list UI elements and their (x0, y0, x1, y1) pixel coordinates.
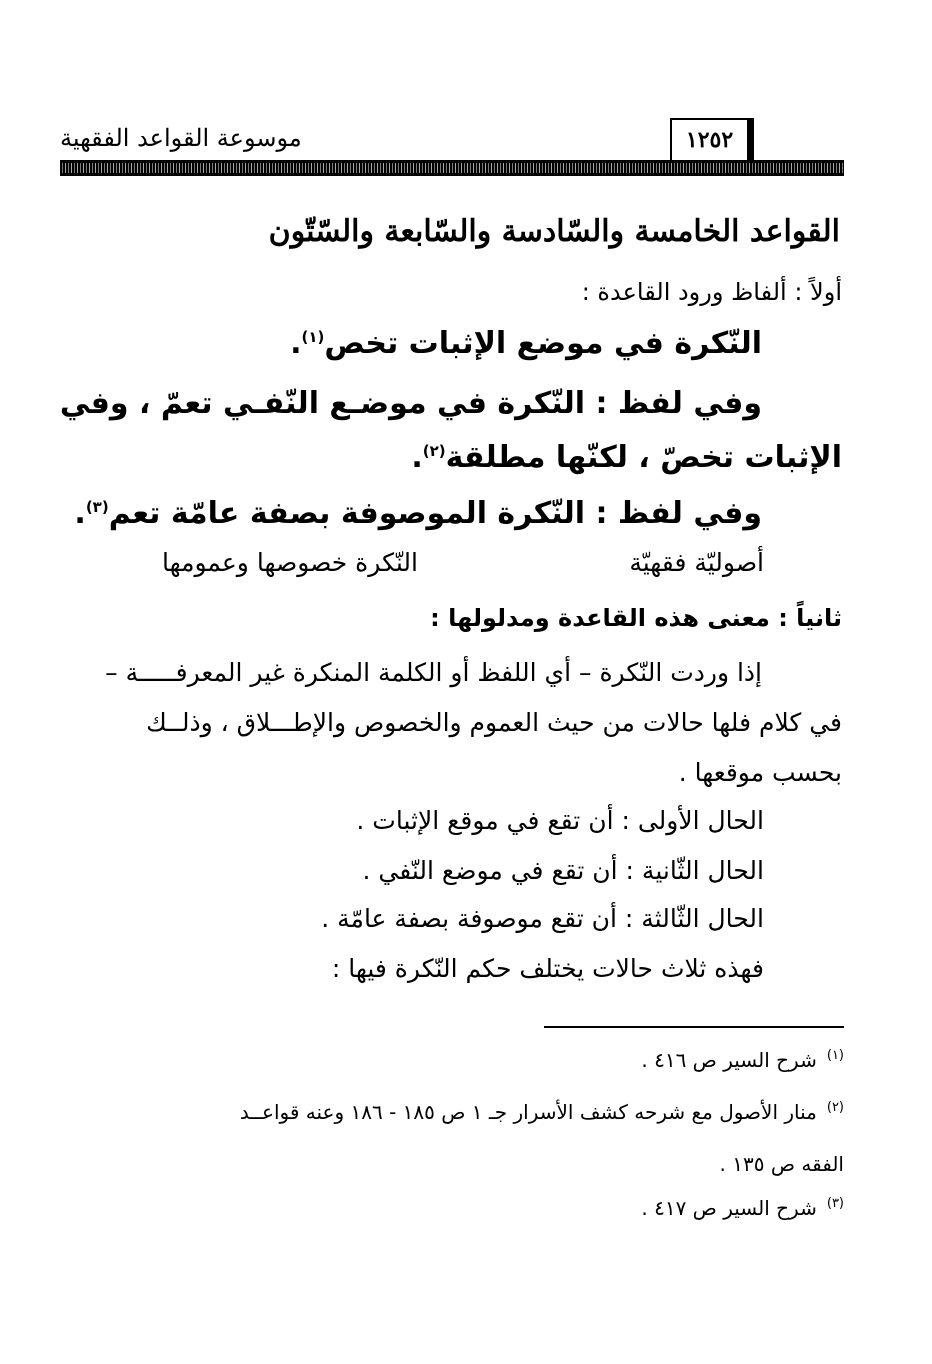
rule-2-end: . (411, 440, 423, 475)
footnote-1 (641, 1048, 844, 1072)
page-number: ١٢٥٢ (685, 127, 734, 153)
case-2: الحال الثّانية : أن تقع في موضع النّفي . (362, 856, 764, 885)
case-1: الحال الأولى : أن تقع في موقع الإثبات . (356, 806, 764, 835)
case-3: الحال الثّالثة : أن تقع موصوفة بصفة عامّة . (321, 904, 764, 933)
summary-line: فهذه ثلاث حالات يختلف حكم النّكرة فيها : (331, 954, 764, 983)
footnote-text: شرح السير ص ٤١٦ . (641, 1048, 817, 1072)
rule-3-text: وفي لفظ : النّكرة الموصوفة بصفة عامّة تعم (108, 496, 762, 531)
paragraph-line: في كلام فلها حالات من حيث العموم والخصوص والإطـــلاق ، وذلــك (146, 708, 842, 737)
footnote-ref-2: (٢) (422, 442, 446, 460)
paragraph-line: بحسب موقعها . (678, 758, 842, 787)
rule-text-2-line-2 (411, 440, 842, 475)
rule-1-end: . (290, 326, 302, 361)
footnote-text: منار الأصول مع شرحه كشف الأسرار جـ ١ ص ١٨٥ - ١٨٦ وعنه قواعــد (239, 1100, 817, 1124)
footnote-marker: (٣) (826, 1196, 844, 1212)
header-rule (60, 160, 844, 176)
rule-topic-label: النّكرة خصوصها وعمومها (161, 548, 418, 577)
section-2-title: ثانياً : معنى هذه القاعدة ومدلولها : (430, 604, 842, 632)
rule-type-label: أصوليّة فقهيّة (629, 548, 764, 577)
rule-text-2-line-1: وفي لفظ : النّكرة في موضـع النّفـي تعمّ ، وفي (59, 386, 762, 421)
rule-1-text: النّكرة في موضع الإثبات تخص (324, 326, 762, 361)
footnote-2 (240, 1100, 844, 1124)
footnote-text: شرح السير ص ٤١٧ . (641, 1196, 817, 1220)
footnote-marker: (١) (826, 1048, 844, 1064)
footnote-ref-1: (١) (301, 328, 325, 346)
rule-text-1 (290, 326, 762, 361)
footnote-separator (544, 1026, 844, 1028)
rule-3-end: . (74, 496, 86, 531)
page-number-box (670, 118, 754, 162)
footnote-2-continuation: الفقه ص ١٣٥ . (719, 1152, 844, 1176)
section-1-title: أولاً : ألفاظ ورود القاعدة : (581, 278, 842, 306)
running-header-title: موسوعة القواعد الفقهية (60, 124, 302, 152)
paragraph-line: إذا وردت النّكرة – أي اللفظ أو الكلمة المنكرة غير المعرفـــــة – (105, 658, 762, 687)
footnote-3 (641, 1196, 844, 1220)
footnote-marker: (٢) (826, 1100, 844, 1116)
main-heading: القواعد الخامسة والسّادسة والسّابعة والسّتّون (268, 214, 840, 249)
rule-2-text: الإثبات تخصّ ، لكنّها مطلقة (445, 440, 842, 475)
rule-text-3 (74, 496, 762, 531)
footnote-ref-3: (٣) (85, 498, 109, 516)
